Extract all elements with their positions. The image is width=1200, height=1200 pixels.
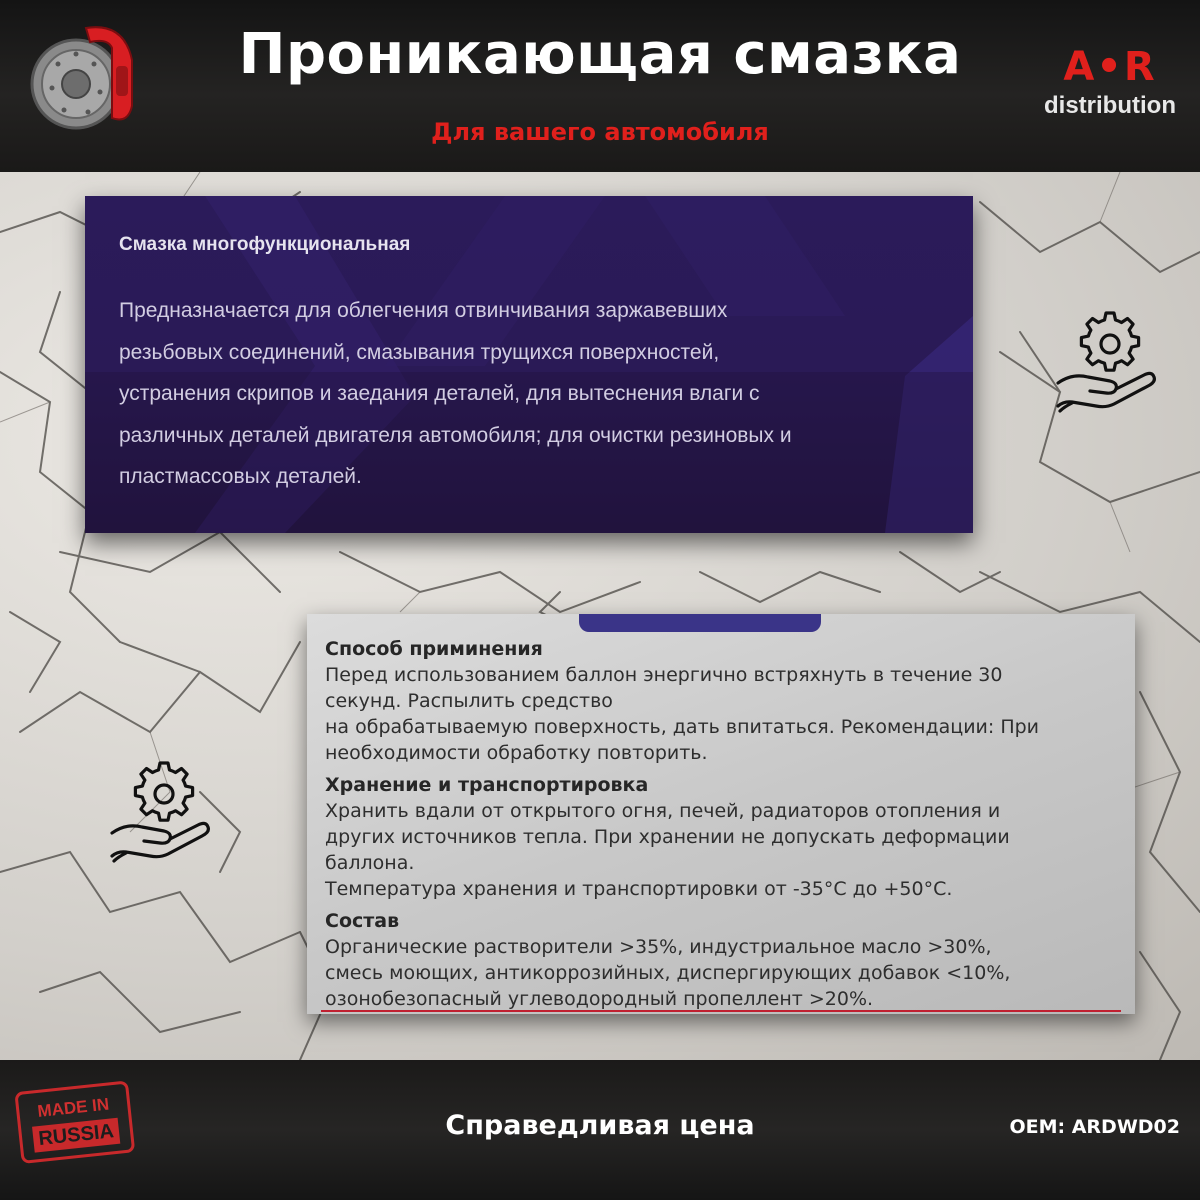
- description-line: резьбовых соединений, смазывания трущихся поверхностей,: [119, 340, 720, 364]
- storage-line: баллона.: [325, 852, 415, 874]
- storage-line: Хранить вдали от открытого огня, печей, радиаторов отопления и: [325, 800, 1001, 822]
- oem-code: OEM: ARDWD02: [1009, 1116, 1180, 1138]
- usage-line: необходимости обработку повторить.: [325, 742, 708, 764]
- label-panel: [307, 614, 1135, 1014]
- description-line: пластмассовых деталей.: [119, 465, 362, 488]
- brand-logo-mark: A•R: [1063, 44, 1157, 90]
- composition-line: смесь моющих, антикоррозийных, диспергирующих добавок <10%,: [325, 962, 1011, 984]
- stamp-line-2: RUSSIA: [32, 1118, 120, 1153]
- brand-logo-text: distribution: [1044, 92, 1176, 119]
- usage-line: на обрабатываемую поверхность, дать впитаться. Рекомендации: При: [325, 716, 1040, 738]
- usage-line: Перед использованием баллон энергично встряхнуть в течение 30: [325, 664, 1003, 686]
- composition-line: Органические растворители >35%, индустриальное масло >30%,: [325, 936, 992, 958]
- description-title: Смазка многофункциональная: [119, 234, 411, 255]
- usage-line: секунд. Распылить средство: [325, 690, 613, 712]
- description-line: Предназначается для облегчения отвинчивания заржавевших: [119, 299, 728, 322]
- usage-heading: Способ приминения: [325, 638, 543, 660]
- page-title: Проникающая смазка: [238, 22, 962, 87]
- gear-hand-icon: [1050, 305, 1170, 425]
- page-subtitle: Для вашего автомобиля: [431, 118, 769, 146]
- composition-line: озонобезопасный углеводородный пропеллент >20%.: [325, 988, 874, 1010]
- brake-disc-icon: [28, 14, 140, 144]
- label-text: [325, 636, 1125, 1012]
- description-panel: [85, 196, 973, 533]
- gear-hand-icon: [104, 755, 224, 875]
- description-line: устранения скрипов и заедания деталей, для вытеснения влаги с: [119, 382, 760, 405]
- description-text: [119, 290, 939, 498]
- brand-logo: [1030, 44, 1190, 134]
- storage-line: Температура хранения и транспортировки от -35°С до +50°С.: [325, 878, 953, 900]
- storage-line: других источников тепла. При хранении не допускать деформации: [325, 826, 1010, 848]
- stamp-line-1: MADE IN: [36, 1094, 110, 1121]
- storage-heading: Хранение и транспортировка: [325, 774, 649, 796]
- label-tab: [579, 614, 821, 632]
- description-line: различных деталей двигателя автомобиля; для очистки резиновых и: [119, 423, 792, 447]
- label-red-line: [321, 1010, 1121, 1012]
- footer-slogan: Справедливая цена: [445, 1110, 755, 1141]
- composition-heading: Состав: [325, 910, 400, 932]
- made-in-russia-stamp: [14, 1080, 139, 1168]
